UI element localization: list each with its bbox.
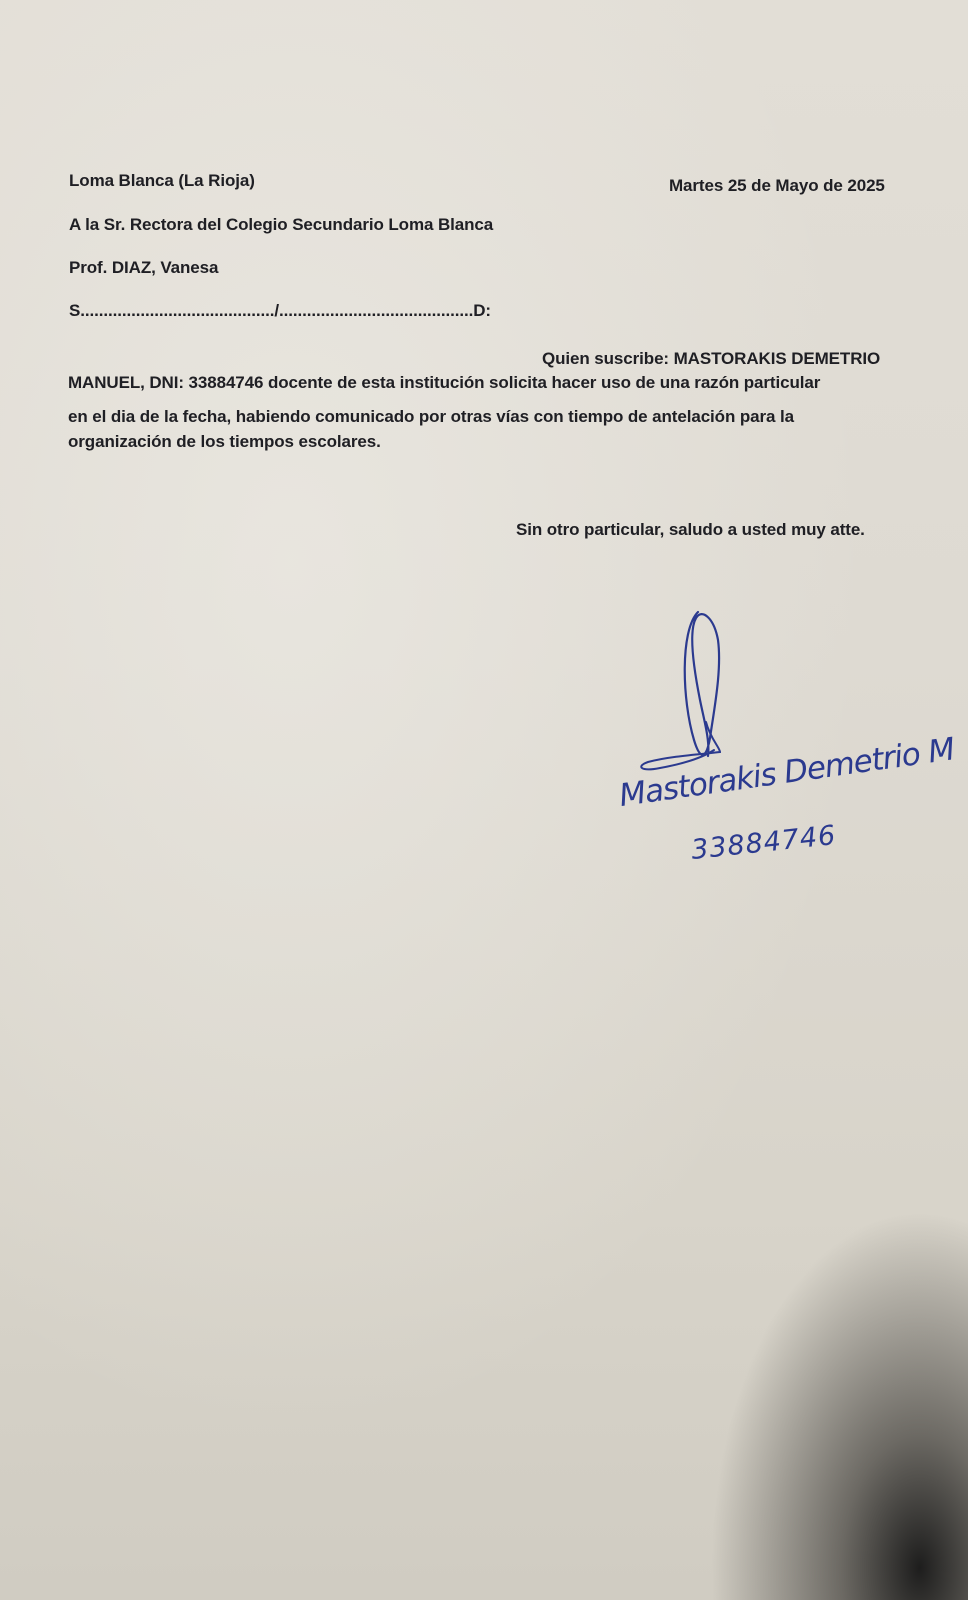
signature-number: 33884746	[689, 819, 838, 866]
letter-date: Martes 25 de Mayo de 2025	[669, 176, 885, 195]
letter-body-line: organización de los tiempos escolares.	[68, 432, 381, 451]
signature-name: Mastorakis Demetrio M	[616, 731, 957, 814]
letter-recipient: A la Sr. Rectora del Colegio Secundario Loma Blanca	[69, 215, 494, 234]
letter-place: Loma Blanca (La Rioja)	[69, 171, 255, 190]
letter-body-line: en el dia de la fecha, habiendo comunicado por otras vías con tiempo de antelación para la	[68, 407, 794, 426]
letter-professor: Prof. DIAZ, Vanesa	[69, 258, 219, 277]
letter-body-line: MANUEL, DNI: 33884746 docente de esta institución solicita hacer uso de una razón particular	[68, 373, 821, 392]
letter-intro: Quien suscribe: MASTORAKIS DEMETRIO	[542, 349, 881, 368]
letter-closing: Sin otro particular, saludo a usted muy atte.	[516, 520, 865, 539]
letter-sd-line: S........................................../..........................................D:	[69, 301, 491, 320]
